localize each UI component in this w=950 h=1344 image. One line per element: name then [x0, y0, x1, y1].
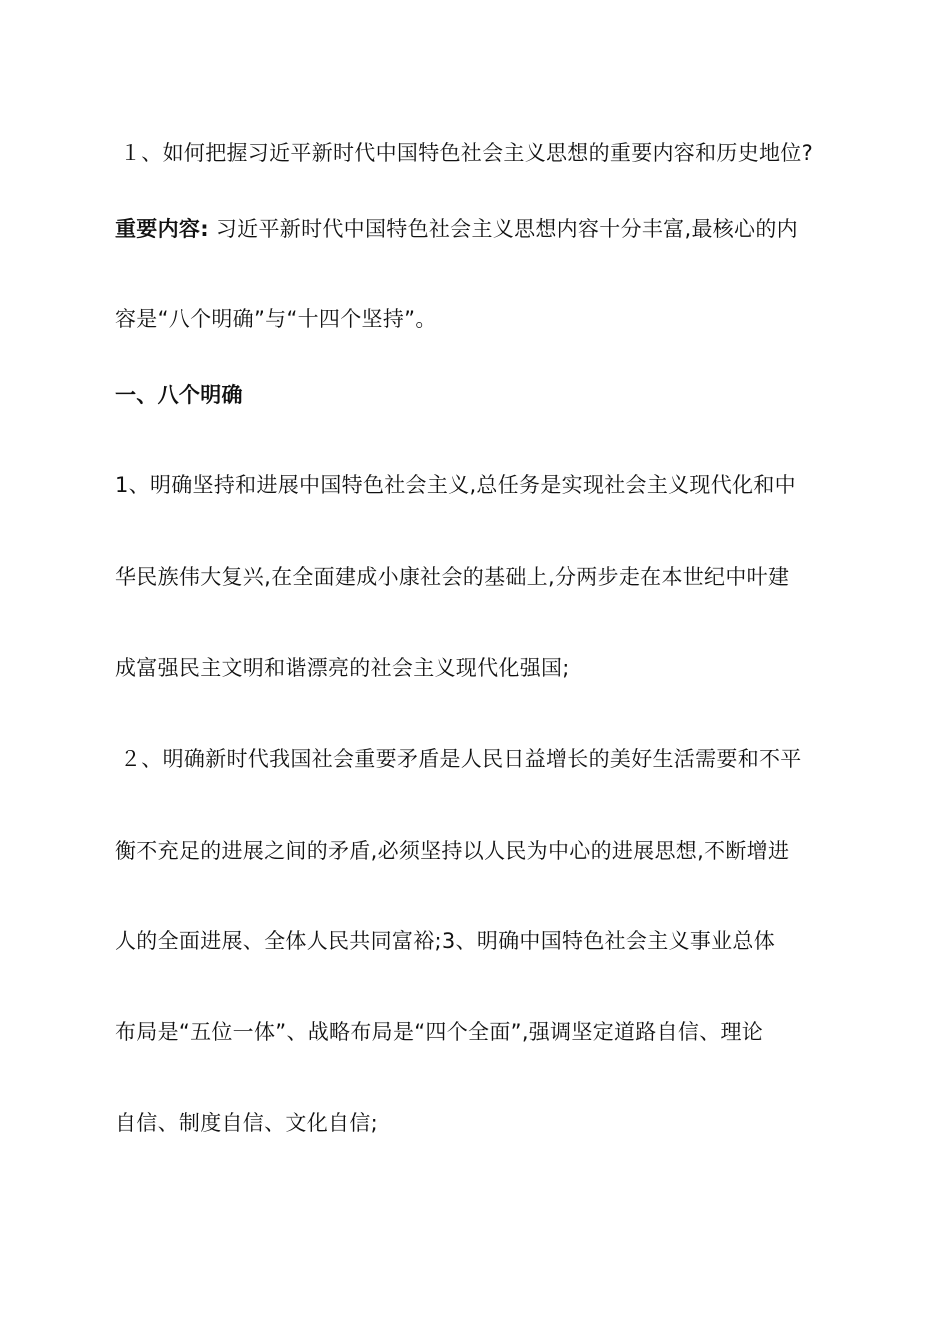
- paragraph-line: ２、明确新时代我国社会重要矛盾是人民日益增长的美好生活需要和不平: [120, 747, 802, 771]
- intro-label: 重要内容:: [115, 217, 209, 241]
- paragraph-line: 成富强民主文明和谐漂亮的社会主义现代化强国;: [115, 656, 570, 680]
- section-heading: 一、八个明确: [115, 383, 243, 407]
- intro-line-2: 容是“八个明确”与“十四个坚持”。: [115, 307, 437, 331]
- paragraph-line: 衡不充足的进展之间的矛盾,必须坚持以人民为中心的进展思想,不断增进: [115, 839, 790, 863]
- paragraph-line: 华民族伟大复兴,在全面建成小康社会的基础上,分两步走在本世纪中叶建: [115, 565, 790, 589]
- paragraph-line: 1、明确坚持和进展中国特色社会主义,总任务是实现社会主义现代化和中: [115, 473, 796, 497]
- question-title: １、如何把握习近平新时代中国特色社会主义思想的重要内容和历史地位?: [120, 141, 814, 165]
- paragraph-line: 布局是“五位一体”、战略布局是“四个全面”,强调坚定道路自信、理论: [115, 1020, 764, 1044]
- intro-text-1: 习近平新时代中国特色社会主义思想内容十分丰富,最核心的内: [208, 217, 798, 241]
- paragraph-line: 自信、制度自信、文化自信;: [115, 1111, 378, 1135]
- paragraph-line: 人的全面进展、全体人民共同富裕;3、明确中国特色社会主义事业总体: [115, 929, 776, 953]
- intro-line-1: [115, 214, 845, 244]
